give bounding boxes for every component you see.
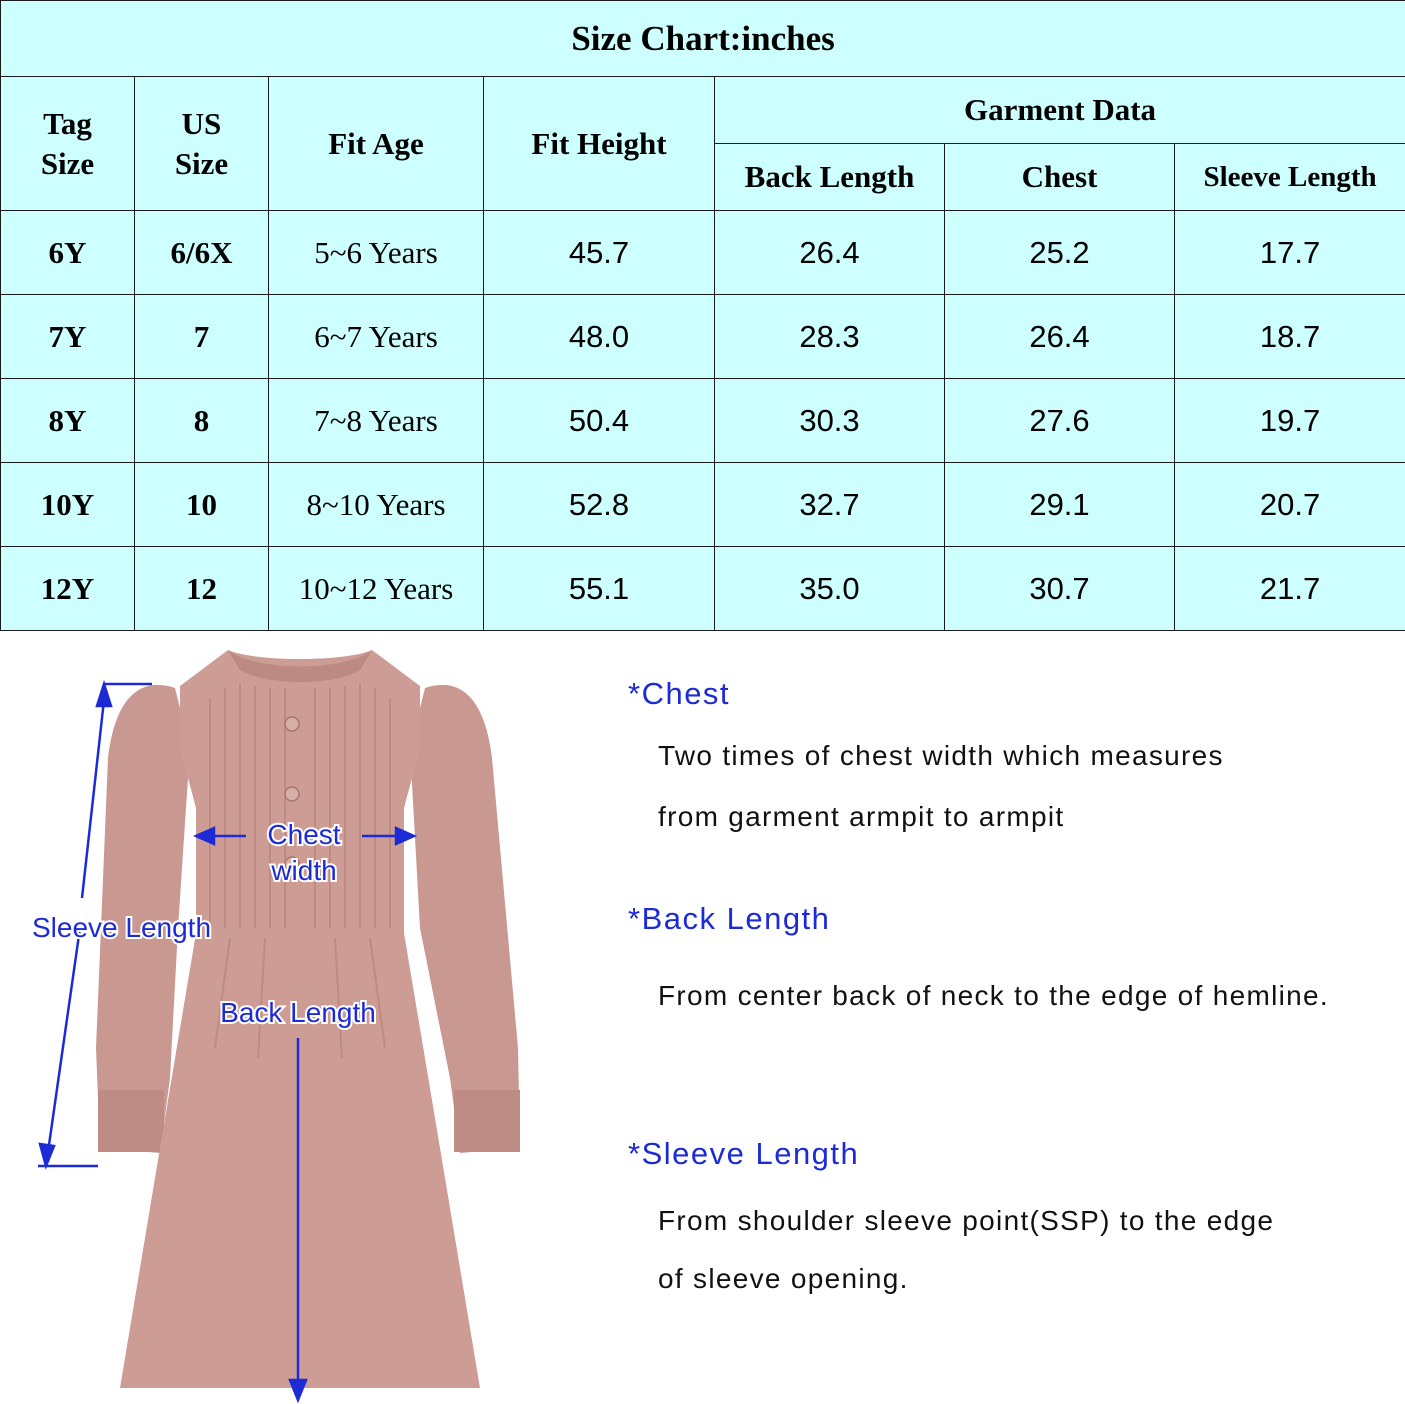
- sleeve-lower-line: [48, 928, 80, 1152]
- sleeve-arrow-down: [40, 1144, 54, 1166]
- us-size-cell: 8: [135, 379, 269, 463]
- sleeve-length-cell: 18.7: [1175, 295, 1405, 379]
- fit-age-cell: 7~8 Years: [269, 379, 484, 463]
- back-length-cell: 28.3: [715, 295, 945, 379]
- header-garment-data: Garment Data: [715, 77, 1405, 144]
- header-tag-size-line1: Tag: [43, 105, 92, 141]
- table-title: Size Chart:inches: [1, 1, 1405, 77]
- header-fit-age: Fit Age: [269, 77, 484, 211]
- header-us-size-line2: Size: [174, 145, 229, 181]
- chest-cell: 27.6: [945, 379, 1175, 463]
- back-length-cell: 30.3: [715, 379, 945, 463]
- fit-age-cell: 8~10 Years: [269, 463, 484, 547]
- fit-age-cell: 6~7 Years: [269, 295, 484, 379]
- back-length-cell: 26.4: [715, 211, 945, 295]
- label-chest-line1: Chest: [267, 819, 341, 850]
- us-size-cell: 7: [135, 295, 269, 379]
- tag-size-cell: 10Y: [1, 463, 135, 547]
- back-length-cell: 32.7: [715, 463, 945, 547]
- sleeve-length-cell: 20.7: [1175, 463, 1405, 547]
- header-us-size: [135, 77, 269, 211]
- chest-arrow-right: [396, 828, 414, 844]
- tag-size-cell: 12Y: [1, 547, 135, 631]
- label-back-length: Back Length: [220, 997, 376, 1028]
- table-row: [1, 463, 1405, 547]
- chest-cell: 25.2: [945, 211, 1175, 295]
- table-row: [1, 211, 1405, 295]
- us-size-cell: 6/6X: [135, 211, 269, 295]
- header-tag-size-line2: Size: [40, 145, 95, 181]
- fit-height-cell: 55.1: [484, 547, 715, 631]
- chest-cell: 26.4: [945, 295, 1175, 379]
- tag-size-cell: 6Y: [1, 211, 135, 295]
- table-row: [1, 379, 1405, 463]
- sleeve-upper-line: [82, 700, 104, 898]
- header-us-size-line1: US: [181, 105, 222, 141]
- sleeve-arrow-up: [97, 684, 111, 706]
- sleeve-length-heading: *Sleeve Length: [628, 1136, 860, 1171]
- header-back-length: Back Length: [715, 144, 945, 211]
- right-cuff: [454, 1090, 520, 1152]
- back-arrow-down: [290, 1380, 306, 1400]
- table-row: [1, 295, 1405, 379]
- sleeve-length-cell: 19.7: [1175, 379, 1405, 463]
- tag-size-cell: 8Y: [1, 379, 135, 463]
- back-length-cell: 35.0: [715, 547, 945, 631]
- header-chest: Chest: [945, 144, 1175, 211]
- chest-heading: *Chest: [628, 676, 731, 711]
- sleeve-length-cell: 17.7: [1175, 211, 1405, 295]
- chest-cell: 30.7: [945, 547, 1175, 631]
- fit-height-cell: 52.8: [484, 463, 715, 547]
- fit-height-cell: 50.4: [484, 379, 715, 463]
- tag-size-cell: 7Y: [1, 295, 135, 379]
- us-size-cell: 10: [135, 463, 269, 547]
- us-size-cell: 12: [135, 547, 269, 631]
- chest-desc-line1: Two times of chest width which measures: [658, 740, 1224, 771]
- left-cuff: [98, 1090, 164, 1152]
- back-length-heading: *Back Length: [628, 901, 831, 936]
- dress-illustration: [0, 628, 600, 1404]
- sleeve-length-desc-line1: From shoulder sleeve point(SSP) to the edge: [658, 1205, 1275, 1236]
- fit-age-cell: 10~12 Years: [269, 547, 484, 631]
- bodice: [180, 650, 420, 933]
- fit-age-cell: 5~6 Years: [269, 211, 484, 295]
- label-chest-line2: width: [271, 855, 337, 886]
- chest-desc-line2: from garment armpit to armpit: [658, 801, 1065, 832]
- sleeve-length-cell: 21.7: [1175, 547, 1405, 631]
- back-length-desc-line1: From center back of neck to the edge of hemline.: [658, 980, 1329, 1011]
- size-chart-table: [0, 0, 1405, 631]
- header-tag-size: [1, 77, 135, 211]
- label-sleeve-length: Sleeve Length: [32, 912, 212, 943]
- fit-height-cell: 45.7: [484, 211, 715, 295]
- chest-cell: 29.1: [945, 463, 1175, 547]
- table-row: [1, 547, 1405, 631]
- header-sleeve-length: Sleeve Length: [1175, 144, 1405, 211]
- fit-height-cell: 48.0: [484, 295, 715, 379]
- sleeve-length-desc-line2: of sleeve opening.: [658, 1263, 909, 1294]
- header-fit-height: Fit Height: [484, 77, 715, 211]
